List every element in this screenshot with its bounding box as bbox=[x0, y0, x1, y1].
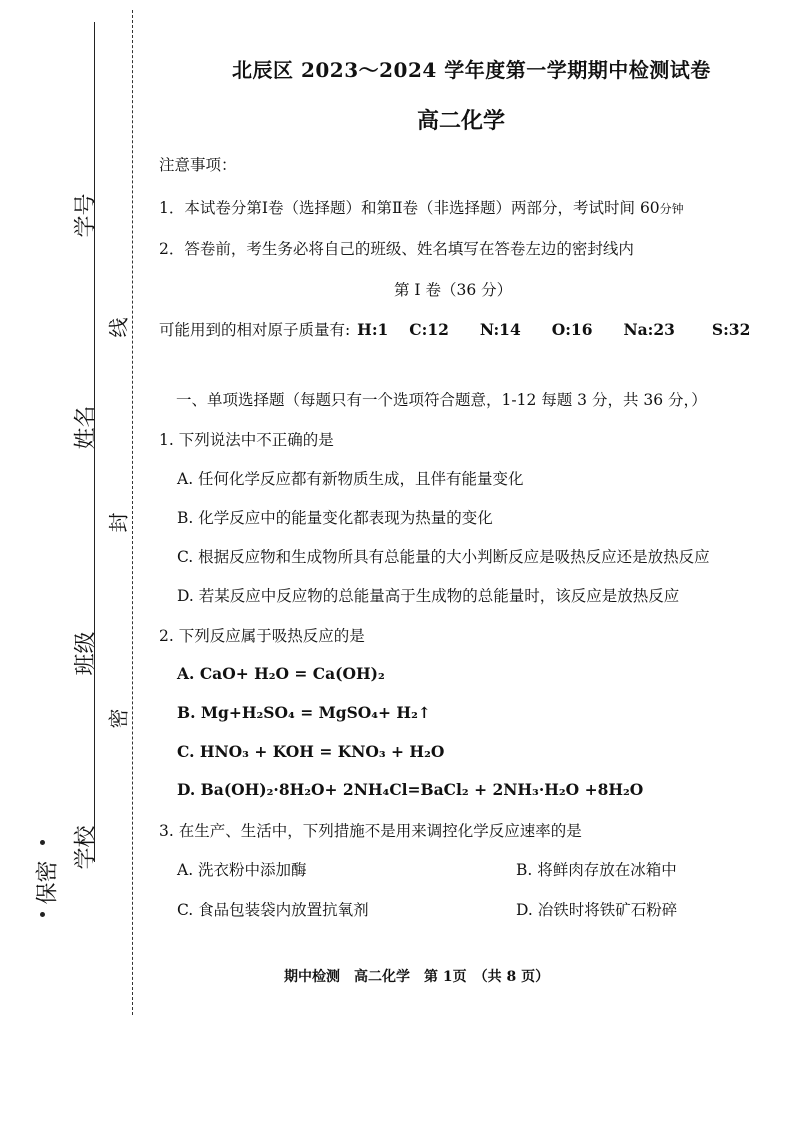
question-2-option-c: C. HNO₃ + KOH = KNO₃ + H₂O bbox=[177, 742, 445, 761]
question-2-option-a: A. CaO+ H₂O = Ca(OH)₂ bbox=[177, 664, 385, 683]
seal-seal-label: 封 bbox=[106, 512, 131, 533]
notes-item-1-text: 1．本试卷分第Ⅰ卷（选择题）和第Ⅱ卷（非选择题）两部分，考试时间 60 bbox=[159, 199, 660, 217]
atomic-mass-na: Na:23 bbox=[623, 320, 675, 339]
exam-title: 北辰区 2023～2024 学年度第一学期期中检测试卷 bbox=[232, 58, 711, 82]
student-id-label: 学号 bbox=[73, 193, 99, 238]
atomic-mass-n: N:14 bbox=[479, 320, 521, 339]
atomic-masses-label: 可能用到的相对原子质量有: bbox=[159, 321, 351, 339]
question-1-option-d: D. 若某反应中反应物的总能量高于生成物的总能量时，该反应是放热反应 bbox=[177, 587, 680, 605]
atomic-mass-o: O:16 bbox=[551, 320, 593, 339]
page-footer: 期中检测 高二化学 第 1页 （共 8 页） bbox=[284, 969, 550, 985]
seal-secret-label: 密 bbox=[106, 708, 131, 729]
question-2-option-d: D. Ba(OH)₂·8H₂O+ 2NH₄Cl=BaCl₂ + 2NH₃·H₂O +8H₂O bbox=[177, 780, 644, 799]
confidential-label: 保密 bbox=[35, 860, 61, 905]
question-1-option-c: C. 根据反应物和生成物所具有总能量的大小判断反应是吸热反应还是放热反应 bbox=[177, 548, 710, 566]
question-1-stem: 1. 下列说法中不正确的是 bbox=[159, 431, 334, 449]
notes-item-2: 2．答卷前，考生务必将自己的班级、姓名填写在答卷左边的密封线内 bbox=[159, 240, 634, 258]
section-heading: 第 Ⅰ 卷（36 分） bbox=[394, 281, 513, 299]
notes-heading: 注意事项： bbox=[159, 156, 237, 174]
question-3-option-b: B. 将鲜肉存放在冰箱中 bbox=[516, 861, 677, 879]
seal-line-label: 线 bbox=[106, 317, 131, 338]
exam-subject: 高二化学 bbox=[417, 108, 506, 134]
question-3-option-d: D. 冶铁时将铁矿石粉碎 bbox=[516, 901, 678, 919]
class-label: 班级 bbox=[73, 631, 99, 676]
question-1-option-b: B. 化学反应中的能量变化都表现为热量的变化 bbox=[177, 509, 493, 527]
school-label: 学校 bbox=[73, 825, 99, 870]
notes-item-1 bbox=[159, 196, 684, 218]
part-heading: 一、单项选择题（每题只有一个选项符合题意，1-12 每题 3 分，共 36 分，） bbox=[176, 391, 707, 409]
atomic-mass-s: S:32 bbox=[711, 320, 751, 339]
notes-item-1-unit: 分钟 bbox=[659, 202, 684, 216]
question-1-option-a: A. 任何化学反应都有新物质生成，且伴有能量变化 bbox=[177, 470, 524, 488]
question-3-option-c: C. 食品包装袋内放置抗氧剂 bbox=[177, 901, 369, 919]
atomic-mass-h: H:1 bbox=[357, 320, 389, 339]
question-2-stem: 2. 下列反应属于吸热反应的是 bbox=[159, 627, 365, 645]
bullet-dot bbox=[40, 840, 45, 845]
question-2-option-b: B. Mg+H₂SO₄ = MgSO₄+ H₂↑ bbox=[177, 703, 431, 722]
bullet-dot bbox=[40, 912, 45, 917]
atomic-mass-c: C:12 bbox=[409, 320, 449, 339]
question-3-option-a: A. 洗衣粉中添加酶 bbox=[177, 861, 307, 879]
binding-line-dashed bbox=[132, 10, 133, 1015]
name-label: 姓名 bbox=[73, 405, 99, 450]
atomic-masses-line bbox=[159, 318, 750, 340]
question-3-stem: 3. 在生产、生活中，下列措施不是用来调控化学反应速率的是 bbox=[159, 822, 582, 840]
